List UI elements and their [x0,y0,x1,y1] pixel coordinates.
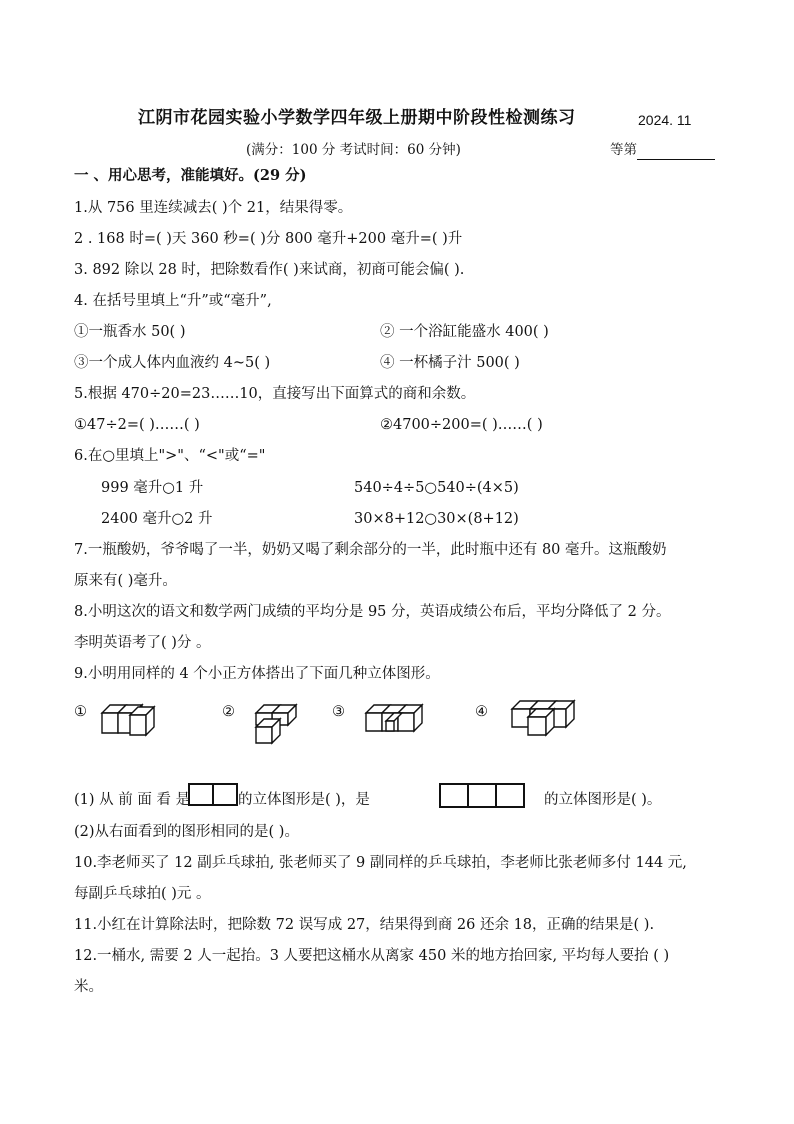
question-9: 9.小明用同样的 4 个小正方体搭出了下面几种立体图形。 [74,666,440,682]
question-5a: ①47÷2=( )……( ) [74,417,200,433]
question-4b: ② 一个浴缸能盛水 400( ) [380,324,549,340]
question-1: 1.从 756 里连续减去( )个 21，结果得零。 [74,200,353,216]
question-6: 6.在○里填上">"、“<"或“=" [74,448,266,464]
figure-label-1: ① [74,704,87,720]
question-2: 2 . 168 时=( )天 360 秒=( )分 800 毫升+200 毫升=( )升 [74,231,463,247]
exam-title: 江阴市花园实验小学数学四年级上册期中阶段性检测练习 [138,108,576,128]
question-6c: 2400 毫升○2 升 [101,511,213,527]
grade-blank[interactable] [637,145,715,160]
cube-figure-1 [100,699,170,741]
cube-figure-2 [250,703,310,745]
section-heading: 一 、用心思考，准能填好。(29 分) [74,167,307,184]
question-12-line1: 12.一桶水, 需要 2 人一起抬。3 人要把这桶水从离家 450 米的地方抬回家, 平均每人要抬 ( ) [74,948,670,964]
question-6b: 540÷4÷5○540÷(4×5) [354,480,519,496]
question-9-1-part3: 的立体图形是( )。 [544,792,662,808]
question-5b: ②4700÷200=( )……( ) [380,417,543,433]
front-view-three-squares [441,783,525,808]
question-3: 3. 892 除以 28 时，把除数看作( )来试商，初商可能会偏( ). [74,262,465,278]
figure-label-3: ③ [332,704,345,720]
question-4: 4. 在括号里填上“升”或“毫升”, [74,293,272,309]
grade-label: 等第 [610,142,637,158]
front-view-two-squares [190,783,238,806]
exam-subtitle: (满分：100 分 考试时间：60 分钟) [246,142,461,158]
question-4a: ①一瓶香水 50( ) [74,324,186,340]
question-8-line1: 8.小明这次的语文和数学两门成绩的平均分是 95 分，英语成绩公布后，平均分降低了 2 分。 [74,604,671,620]
cube-figure-4 [508,695,594,741]
question-6a: 999 毫升○1 升 [101,480,204,496]
square-cell [212,783,238,806]
square-cell [495,783,525,808]
question-10-line2: 每副乒乓球拍( )元 。 [74,886,211,902]
figure-label-2: ② [222,704,235,720]
question-10-line1: 10.李老师买了 12 副乒乓球拍, 张老师买了 9 副同样的乒乓球拍，李老师比张老师多付 144 元, [74,855,687,871]
question-9-2: (2)从右面看到的图形相同的是( )。 [74,824,299,840]
question-7-line2: 原来有( )毫升。 [74,573,177,589]
cube-figure-3 [364,699,434,741]
question-9-1-part2: 的立体图形是( )，是 [238,792,370,808]
question-7-line1: 7.一瓶酸奶，爷爷喝了一半，奶奶又喝了剩余部分的一半，此时瓶中还有 80 毫升。这瓶酸奶 [74,542,667,558]
question-9-1-part1: (1) 从 前 面 看 是 [74,792,191,808]
square-cell [439,783,469,808]
question-11: 11.小红在计算除法时，把除数 72 误写成 27，结果得到商 26 还余 18，正确的结果是( ). [74,917,655,933]
question-4d: ④ 一杯橘子汁 500( ) [380,355,520,371]
square-cell [188,783,214,806]
question-6d: 30×8+12○30×(8+12) [354,511,519,527]
figure-label-4: ④ [475,704,488,720]
question-5: 5.根据 470÷20=23……10，直接写出下面算式的商和余数。 [74,386,476,402]
grade-field [610,140,715,160]
exam-date: 2024. 11 [638,112,692,128]
question-12-line2: 米。 [74,979,103,995]
square-cell [467,783,497,808]
question-4c: ③一个成人体内血液约 4~5( ) [74,355,271,371]
question-8-line2: 李明英语考了( )分 。 [74,635,211,651]
